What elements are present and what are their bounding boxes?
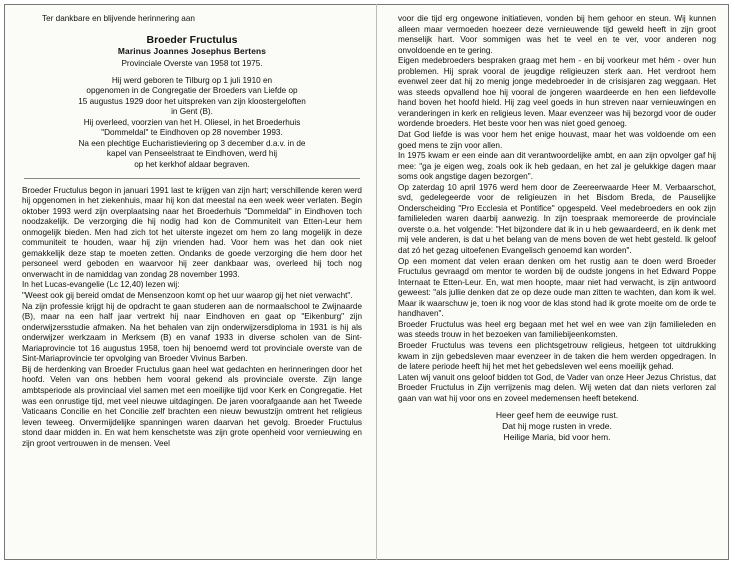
- prayer-line: Dat hij moge rusten in vrede.: [502, 421, 612, 432]
- paragraph: Dat God liefde is was voor hem het enige houvast, maar het was voldoende om een goed mens te zijn voor allen.: [398, 130, 716, 150]
- bio-line: 15 augustus 1929 door het uitspreken van zijn kloostergeloften: [78, 96, 306, 106]
- paragraph: voor die tijd erg ongewone initiatieven, vonden bij hem gehoor en steun. Wij kunnen alleen maar vermoeden hoezeer deze vernieuwende tijd geweld heeft in zijn groot menselijk hart. Voor sommigen was het te veel en te ver, voor anderen nog onvoldoende en te gering.: [398, 14, 716, 55]
- paragraph: Laten wij vanuit ons geloof bidden tot God, de Vader van onze Heer Jezus Christus, dat Broeder Fructulus in Zijn verrijzenis mag delen. Wij weten dat dan niets verloren zal gaan van wat hij voor ons en zoveel medemensen heeft betekend.: [398, 372, 716, 403]
- closing-prayer: [398, 410, 716, 443]
- left-page: [22, 14, 362, 449]
- intro-line: Ter dankbare en blijvende herinnering aan: [42, 14, 195, 23]
- paragraph: In 1975 kwam er een einde aan dit verantwoordelijke ambt, en aan zijn opvolger gaf hij mee: "ga je eigen weg, zoals ook ik heb gedaan, en het zal je gelukkige dagen maar soms ook angstige dagen bezorgen".: [398, 151, 716, 182]
- paragraph: Broeder Fructulus was tevens een plichtsgetrouw religieus, hetgeen tot uitdrukking kwam in zijn gebedsleven maar evenzeer in de taken die hem werden opgedragen. In de latere periode heeft hij het met het gebedsleven wel eens moeilijk gehad.: [398, 340, 716, 372]
- bio-line: in Gent (B).: [171, 107, 213, 117]
- right-page: [398, 14, 716, 443]
- deceased-fullname: Marinus Joannes Josephus Bertens: [117, 45, 267, 56]
- paragraph: In het Lucas-evangelie (Lc 12,40) lezen wij:: [22, 280, 180, 290]
- bio-line: "Dommeldal" te Eindhoven op 28 november 1993.: [101, 128, 283, 138]
- paragraph: Bij de herdenking van Broeder Fructulus gaan heel wat gedachten en herinneringen door het hoofd. Velen van ons hebben hem vooral gekend als provinciale overste. Zijn lange ambtsperiode als provinciaal viel samen met een moeilijke tijd voor Kerk en Congregatie. Het was een onrustige tijd, met veel nieuwe uitdagingen. De jaren voorafgaande aan het Tweede Vaticaans Concilie en het Concilie zelf brachten een nieuw bewustzijn omtrent het religieus leven teweeg. Onvermijdelijke spanningen waren daarvan het gevolg. Broeder Fructulus stond daar midden in. En wat hem kenschetste was zijn grote openheid voor vernieuwing en zijn groot vertrouwen in de mensen. Veel: [22, 364, 362, 448]
- paragraph: "Weest ook gij bereid omdat de Mensenzoon komt op het uur waarop gij het niet verwacht".: [22, 291, 353, 301]
- bio-line: Hij werd geboren te Tilburg op 1 juli 1910 en: [111, 75, 273, 85]
- paragraph: Op zaterdag 10 april 1976 werd hem door de Zeereerwaarde Heer M. Verbaarschot, svd, gedelegeerde voor de religieuzen in het Bisdom Breda, de Pauselijke Onderscheiding "Pro Ecclesia et Pontifice" opgespeld. Veel medebroeders en ook zijn familieleden waren daarbij aanwezig. In zijn toespraak memoreerde de provinciale overste o.a. het volgende: "Het bijzondere dat ik in u heb gewaardeerd, en ik denk met mij vele anderen, is dat u het belang van de mens boven de wet hebt gesteld. Ik geloof dat zó het gezag uitoefenen Evangelisch genoemd kan worden".: [398, 182, 716, 256]
- prayer-line: Heer geef hem de eeuwige rust.: [495, 410, 619, 421]
- deceased-name: Broeder Fructulus: [146, 33, 238, 46]
- paragraph: Broeder Fructulus begon in januari 1991 last te krijgen van zijn hart; verschillende keren werd hij opgenomen in het ziekenhuis, maar hij kon dat meestal na een week weer verlaten. Begin oktober 1993 werd zijn overplaatsing naar het Broederhuis "Dommeldal" in Eindhoven toch noodzakelijk. De verzorging die hij nodig had kon de Communiteit van Etten-Leur hem onmogelijk bieden. Men had zich tot het uiterste ingezet om hem zo lang mogelijk in deze communiteit te houden, waar hij zijn vrienden had. Voor hem was het dan ook niet gemakkelijk deze stap te moeten zetten. Ondanks de goede verzorging die hem door het personeel werd geboden en waarvoor hij zeer dankbaar was, overleed hij toch nog onverwacht in de namiddag van zondag 28 november 1993.: [22, 185, 362, 279]
- paragraph: Eigen medebroeders bespraken graag met hem - en bij voorkeur met hém - over hun problemen. Hij sprak vooral de jeugdige religieuzen sterk aan. Het verdroot hem evenwel zeer dat hij zo menig jonge medebroeder in de crisisjaren zag weggaan. Het was steeds opvallend hoe hij vooral de jongeren waardeerde en hen een liefdevolle hand boven het hoofd hield. Hij zag veel goeds in hun streven naar vernieuwingen en veranderingen in kerk en religieus leven. Maar evenzeer was hij bezorgd voor de ouder wordende broeders. Het beste voor hen was niet goed genoeg.: [398, 56, 716, 129]
- paragraph: Op een moment dat velen eraan denken om het rustig aan te doen werd Broeder Fructulus gevraagd om mentor te worden bij de oudste jongens in het Edward Poppe Internaat te Etten-Leur. En, wat men hoopte, maar niet had verwacht, is zijn antwoord geweest: "als jullie denken dat ze op deze oude man zitten te wachten, dan kom ik wel. Maar ik waarschuw je, toen ik nog voor de klas stond had ik grote moeite om de orde te handhaven".: [398, 256, 716, 319]
- province-role: Provinciale Overste van 1958 tot 1975.: [121, 59, 263, 69]
- bio-line: op het kerkhof aldaar begraven.: [134, 160, 250, 170]
- page-fold: [376, 4, 377, 560]
- prayer-line: Heilige Maria, bid voor hem.: [503, 432, 611, 443]
- bio-line: kapel van Penseelstraat te Eindhoven, werd hij: [106, 149, 278, 159]
- bio-line: Na een plechtige Eucharistieviering op 3 december d.a.v. in de: [78, 138, 306, 148]
- divider: [24, 178, 360, 179]
- bio-line: Hij overleed, voorzien van het H. Oliesel, in het Broederhuis: [83, 117, 301, 127]
- biography: [22, 76, 362, 171]
- paragraph: Broeder Fructulus was heel erg begaan met het wel en wee van zijn familieleden en was steeds trouw in het bezoeken van familiebijeenkomsten.: [398, 319, 716, 340]
- paragraph: Na zijn professie krijgt hij de opdracht te gaan studeren aan de normaalschool te Zwijnaarde (B), maar na een half jaar vertrekt hij naar Eindhoven en gaat op "Eikenburg" zijn onderwijzersstudie afmaken. Na het behalen van zijn onderwijzersdiploma in 1931 is hij als onderwijzer werkzaam in Merksem (B) en vanaf 1933 in diverse scholen van de Sint-Mariaprovincie tot 16 augustus 1958, toen hij benoemd werd tot provinciale overste van de Sint-Mariaprovincie ter opvolging van Broeder Vivinus Barben.: [22, 301, 362, 364]
- bio-line: opgenomen in de Congregatie der Broeders van Liefde op: [86, 86, 298, 96]
